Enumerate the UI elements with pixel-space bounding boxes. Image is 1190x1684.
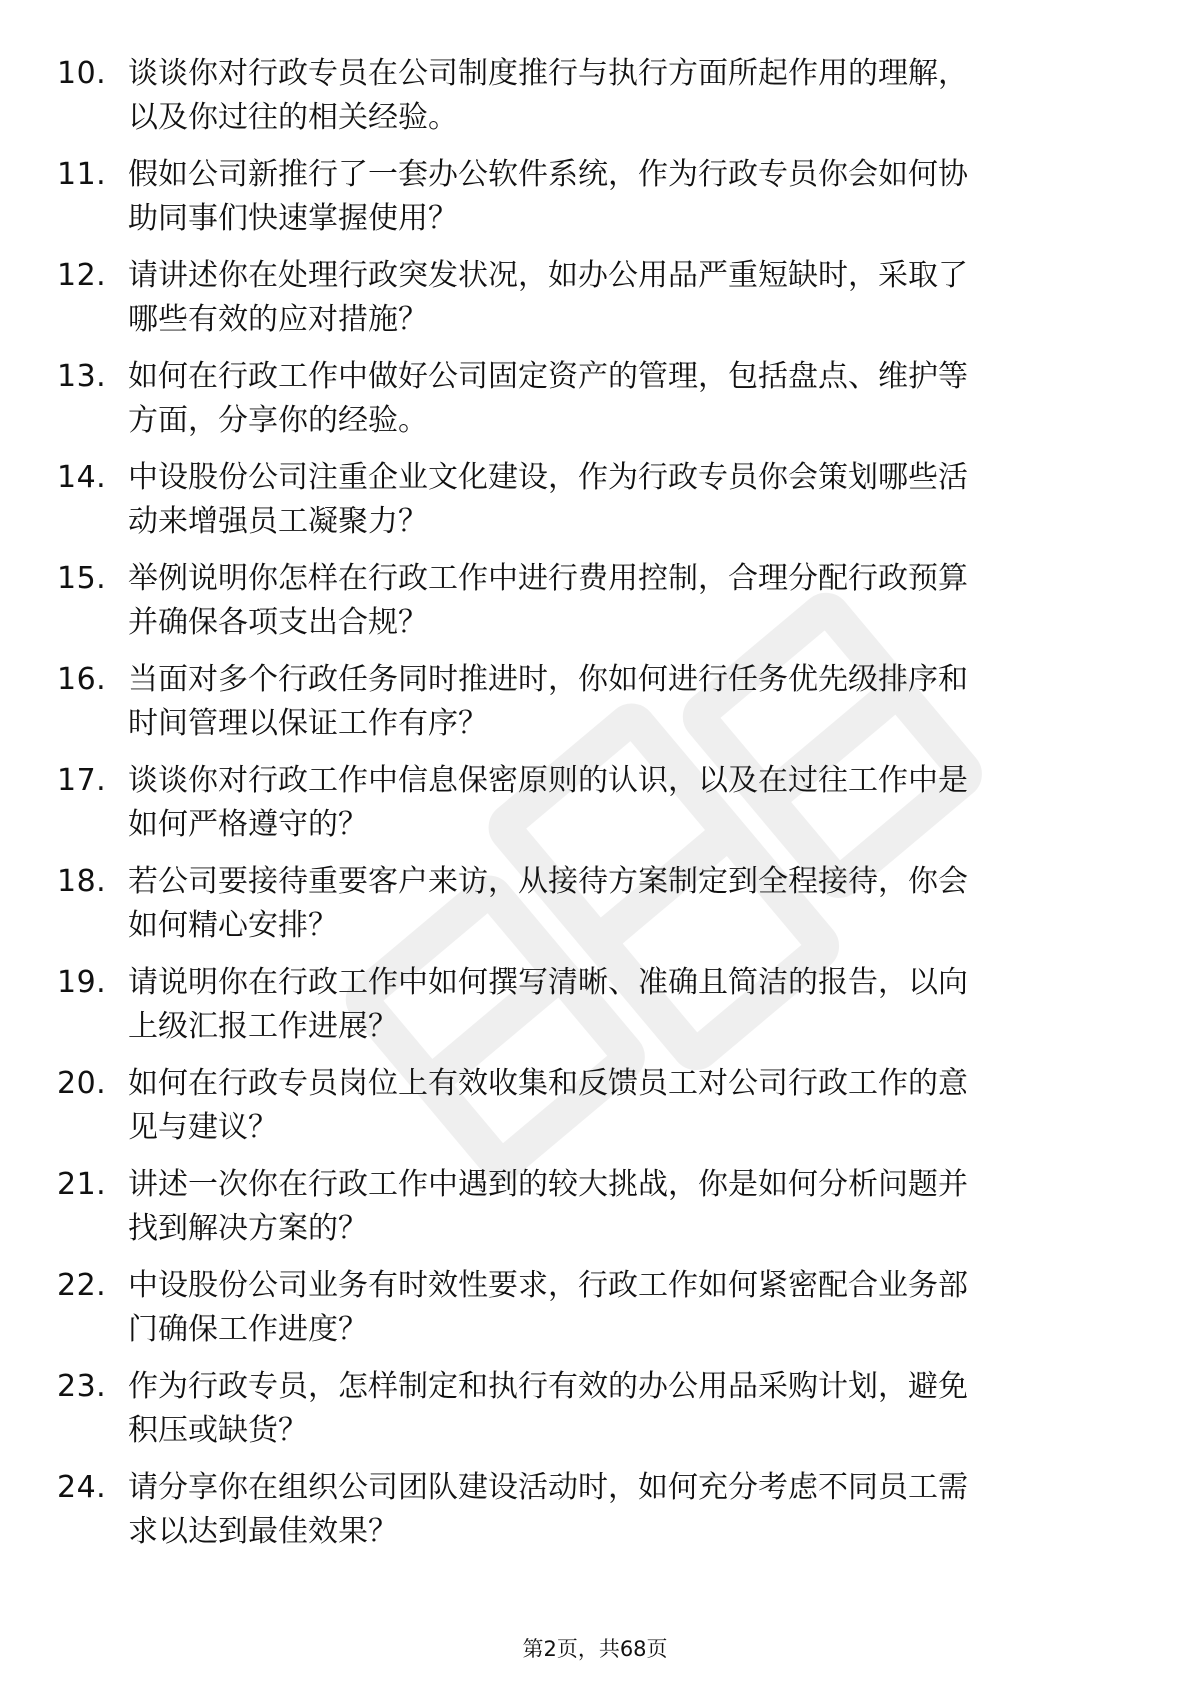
question-item — [0, 860, 1190, 961]
question-number: 24. — [57, 1470, 107, 1505]
question-item — [0, 153, 1190, 254]
question-number: 16. — [57, 662, 107, 697]
question-text: 谈谈你对行政工作中信息保密原则的认识，以及在过往工作中是 如何严格遵守的？ — [128, 763, 968, 842]
page-number: 第2页，共68页 — [522, 1637, 668, 1661]
question-item — [0, 52, 1190, 153]
question-number: 17. — [57, 763, 107, 798]
question-text: 中设股份公司业务有时效性要求，行政工作如何紧密配合业务部 门确保工作进度？ — [128, 1268, 968, 1347]
question-item — [0, 557, 1190, 658]
question-text: 如何在行政工作中做好公司固定资产的管理，包括盘点、维护等 方面，分享你的经验。 — [128, 359, 968, 438]
question-item — [0, 355, 1190, 456]
question-text: 当面对多个行政任务同时推进时，你如何进行任务优先级排序和 时间管理以保证工作有序？ — [128, 662, 968, 741]
question-number: 20. — [57, 1066, 107, 1101]
question-list — [0, 52, 1190, 1567]
question-item — [0, 1264, 1190, 1365]
question-item — [0, 456, 1190, 557]
question-item — [0, 254, 1190, 355]
question-text: 谈谈你对行政专员在公司制度推行与执行方面所起作用的理解， 以及你过往的相关经验。 — [128, 56, 968, 135]
question-text: 作为行政专员，怎样制定和执行有效的办公用品采购计划，避免 积压或缺货？ — [128, 1369, 968, 1448]
question-item — [0, 961, 1190, 1062]
question-number: 14. — [57, 460, 107, 495]
question-number: 21. — [57, 1167, 107, 1202]
question-item — [0, 1365, 1190, 1466]
question-number: 18. — [57, 864, 107, 899]
question-text: 请说明你在行政工作中如何撰写清晰、准确且简洁的报告，以向 上级汇报工作进展？ — [128, 965, 968, 1044]
question-item — [0, 1062, 1190, 1163]
question-number: 13. — [57, 359, 107, 394]
question-text: 请分享你在组织公司团队建设活动时，如何充分考虑不同员工需 求以达到最佳效果？ — [128, 1470, 968, 1549]
question-text: 如何在行政专员岗位上有效收集和反馈员工对公司行政工作的意 见与建议？ — [128, 1066, 968, 1145]
question-number: 19. — [57, 965, 107, 1000]
question-item — [0, 1163, 1190, 1264]
question-item — [0, 1466, 1190, 1567]
question-text: 讲述一次你在行政工作中遇到的较大挑战，你是如何分析问题并 找到解决方案的？ — [128, 1167, 968, 1246]
question-item — [0, 759, 1190, 860]
question-number: 10. — [57, 56, 107, 91]
question-number: 22. — [57, 1268, 107, 1303]
question-text: 举例说明你怎样在行政工作中进行费用控制，合理分配行政预算 并确保各项支出合规？ — [128, 561, 968, 640]
question-text: 假如公司新推行了一套办公软件系统，作为行政专员你会如何协 助同事们快速掌握使用？ — [128, 157, 968, 236]
question-text: 请讲述你在处理行政突发状况，如办公用品严重短缺时，采取了 哪些有效的应对措施？ — [128, 258, 968, 337]
question-text: 中设股份公司注重企业文化建设，作为行政专员你会策划哪些活 动来增强员工凝聚力？ — [128, 460, 968, 539]
question-number: 12. — [57, 258, 107, 293]
question-item — [0, 658, 1190, 759]
question-text: 若公司要接待重要客户来访，从接待方案制定到全程接待，你会 如何精心安排？ — [128, 864, 968, 943]
question-number: 23. — [57, 1369, 107, 1404]
question-number: 15. — [57, 561, 107, 596]
question-number: 11. — [57, 157, 107, 192]
